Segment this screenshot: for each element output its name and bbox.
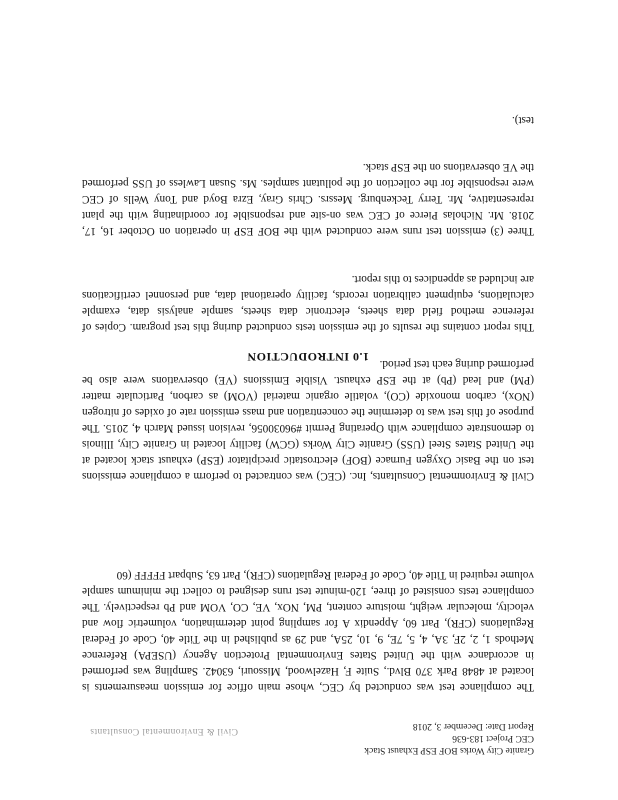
section-heading: 1.0 INTRODUCTION [247,350,370,364]
text-line: in accordance with the United States Environmental Protection Agency (USEPA) Reference [82,649,534,661]
paragraph-compliance-test [82,567,534,695]
footer-company-name: Civil & Environmental Consultants [89,726,238,736]
text-line: 2018. Mr. Nicholas Pierce of CEC was on-site and responsible for coordinating with the plant [82,209,534,221]
text-line: (PM) and lead (Pb) at the ESP exhaust. Visible Emissions (VE) observations were also be [82,374,534,386]
text-line: Civil & Environmental Consultants, Inc. (CEC) was contracted to perform a compliance emissions [82,470,534,482]
text-line: located at 4848 Park 370 Blvd., Suite F, Hazelwood, Missouri, 63042. Sampling was performed [82,665,534,677]
footer-line: Report Date: December 3, 2018 [412,721,534,731]
text-line: the United States Steel (USS) Granite City Works (GCW) facility located in Granite City, Illinois [82,438,534,450]
paragraph-introduction [82,356,534,484]
paragraph-fragment [82,112,534,128]
paragraph-test-runs [82,159,534,239]
text-line: calculations, equipment calibration records, facility operational data, and personnel certifications [82,289,534,301]
text-line: test on the Basic Oxygen Furnace (BOF) electrostatic precipitator (ESP) exhaust stack located at [82,454,534,466]
text-line: to demonstrate compliance with Operating Permit #96030056, revision issued March 4, 2015. The [82,422,534,434]
text-line: volume required in Title 40, Code of Federal Regulations (CFR), Part 63, Subpart FFFFF (60 [116,569,534,581]
text-line: velocity, molecular weight, moisture content, PM, NOx, VE, CO, VOM and Pb respectively. The [82,601,534,613]
text-line: (NOx), carbon monoxide (CO), volatile organic material (VOM) as carbon, Particulate matter [82,390,534,402]
text-line: Three (3) emission test runs were conducted with the BOF ESP in operation on October 16, 17, [82,225,534,237]
paragraph-report-contents [82,271,534,335]
text-line: representative, Mr. Terry Teckenburg. Messrs. Chris Gray, Ezra Boyd and Tony Wells of CEC [82,193,534,205]
text-line: performed during each test period. [379,358,534,370]
text-line: reference method field data sheets, electronic data sheets, sample analysis data, example [82,305,534,317]
text-line: compliance tests consisted of three, 120-minute test runs designed to collect the minimum sample [82,585,534,597]
text-line: Regulations (CFR), Part 60, Appendix A for sampling point determination, volumetric flow and [82,617,534,629]
text-line: the VE observations on the ESP stack. [362,161,534,173]
text-line: were responsible for the collection of the pollutant samples. Ms. Susan Lawless of USS performed [82,177,534,189]
text-line: The compliance test was conducted by CEC, whose main office for emission measurements is [82,681,534,693]
text-line: test). [511,114,534,126]
footer-line: CEC Project 183-636 [452,733,534,743]
text-line: Methods 1, 2, 2F, 3A, 4, 5, 7E, 9, 10, 25A, and 29 as published in the Title 40, Code of Federal [82,633,534,645]
footer-line: Granite City Works BOF ESP Exhaust Stack [364,745,534,755]
text-line: are included as appendices to this report. [351,273,534,285]
text-line: This report contains the results of the emission tests conducted during this test program. Copies of [82,321,534,333]
text-line: purpose of this test was to determine the concentration and mass emission rate of oxides of nitrogen [82,406,534,418]
